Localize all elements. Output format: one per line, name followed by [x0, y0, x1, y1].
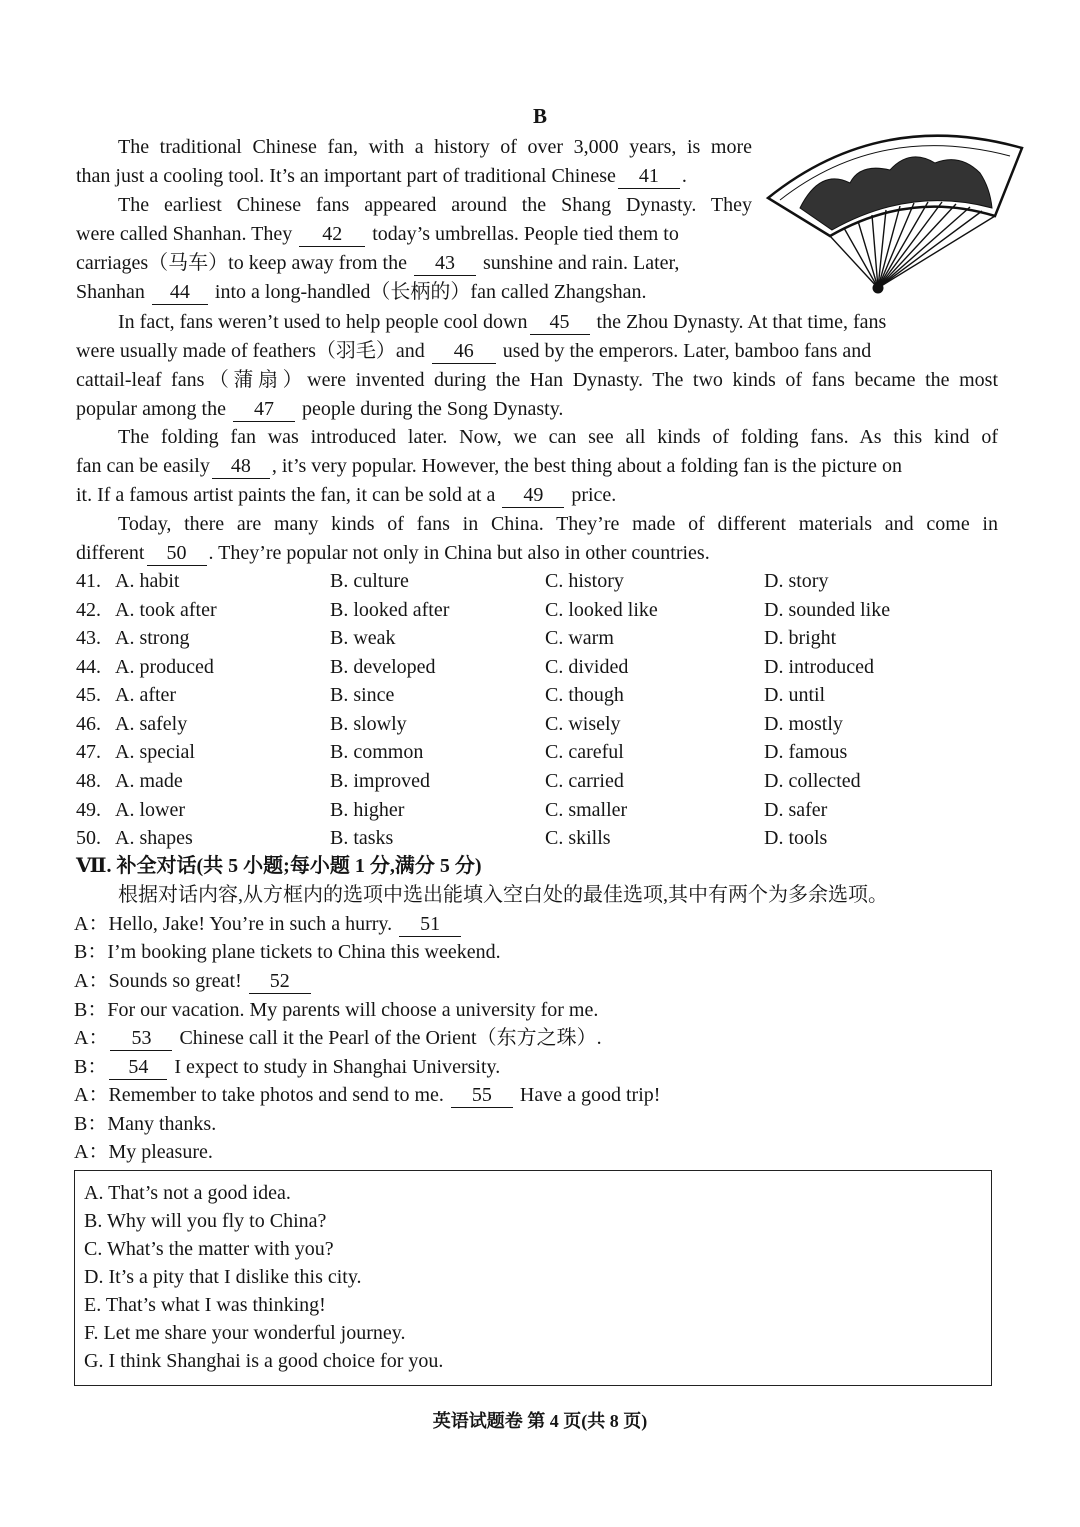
option-row: 48. A. made B. improved C. carried D. collected [76, 767, 996, 795]
section-7-instruction: 根据对话内容,从方框内的选项中选出能填入空白处的最佳选项,其中有两个为多余选项。 [118, 884, 888, 906]
option-b[interactable]: B. higher [330, 799, 405, 821]
option-row: 42. A. took after B. looked after C. looked like D. sounded like [76, 596, 996, 624]
option-c[interactable]: C. carried [545, 770, 624, 792]
blank-42[interactable]: 42 [299, 222, 365, 247]
option-d[interactable]: D. mostly [764, 713, 843, 735]
dialogue-line: B：I’m booking plane tickets to China this weekend. [74, 941, 501, 963]
option-d[interactable]: D. until [764, 684, 826, 706]
choice-item[interactable]: D. It’s a pity that I dislike this city. [84, 1266, 362, 1288]
dialogue-line: B：Many thanks. [74, 1113, 217, 1135]
option-c[interactable]: C. history [545, 570, 624, 592]
option-b[interactable]: B. developed [330, 656, 436, 678]
option-row: 44. A. produced B. developed C. divided D. introduced [76, 653, 996, 681]
option-b[interactable]: B. culture [330, 570, 409, 592]
option-c[interactable]: C. skills [545, 827, 611, 849]
option-b[interactable]: B. since [330, 684, 395, 706]
option-row: 43. A. strong B. weak C. warm D. bright [76, 624, 996, 652]
choice-item[interactable]: E. That’s what I was thinking! [84, 1294, 326, 1316]
passage-line: fan can be easily 48 , it’s very popular. However, the best thing about a folding fan is the picture on [76, 455, 902, 477]
option-a[interactable]: A. strong [115, 627, 190, 649]
passage-line: carriages（马车）to keep away from the 43 sunshine and rain. Later, [76, 252, 680, 274]
blank-49[interactable]: 49 [502, 483, 564, 508]
dialogue-line: A：Remember to take photos and send to me. 55 Have a good trip! [74, 1084, 661, 1106]
blank-44[interactable]: 44 [152, 280, 208, 305]
option-a[interactable]: A. made [115, 770, 183, 792]
option-c[interactable]: C. though [545, 684, 624, 706]
dialogue-line: B：For our vacation. My parents will choose a university for me. [74, 999, 599, 1021]
blank-54[interactable]: 54 [109, 1055, 167, 1080]
option-row: 49. A. lower B. higher C. smaller D. safer [76, 796, 996, 824]
blank-45[interactable]: 45 [530, 310, 590, 335]
option-d[interactable]: D. famous [764, 741, 848, 763]
option-row: 45. A. after B. since C. though D. until [76, 681, 996, 709]
blank-43[interactable]: 43 [414, 251, 476, 276]
option-d[interactable]: D. tools [764, 827, 828, 849]
choice-item[interactable]: F. Let me share your wonderful journey. [84, 1322, 406, 1344]
passage-line: The earliest Chinese fans appeared around the Shang Dynasty. They [118, 194, 752, 216]
option-d[interactable]: D. story [764, 570, 829, 592]
option-c[interactable]: C. wisely [545, 713, 621, 735]
dialogue-line: A：Sounds so great! 52 [74, 967, 313, 995]
option-d[interactable]: D. safer [764, 799, 828, 821]
passage-line: different 50 . They’re popular not only in China but also in other countries. [76, 542, 710, 564]
choice-item[interactable]: G. I think Shanghai is a good choice for you. [84, 1350, 444, 1372]
blank-52[interactable]: 52 [249, 969, 311, 994]
option-d[interactable]: D. bright [764, 627, 837, 649]
option-row: 47. A. special B. common C. careful D. famous [76, 738, 996, 766]
option-b[interactable]: B. improved [330, 770, 430, 792]
option-a[interactable]: A. safely [115, 713, 188, 735]
option-b[interactable]: B. common [330, 741, 424, 763]
passage-line: cattail-leaf fans（蒲扇）were invented during the Han Dynasty. The two kinds of fans became the most [76, 369, 998, 391]
page-footer: 英语试题卷 第 4 页(共 8 页) [432, 1411, 648, 1431]
blank-50[interactable]: 50 [147, 541, 207, 566]
option-b[interactable]: B. tasks [330, 827, 394, 849]
option-c[interactable]: C. smaller [545, 799, 628, 821]
option-c[interactable]: C. divided [545, 656, 629, 678]
blank-53[interactable]: 53 [110, 1026, 172, 1051]
option-a[interactable]: A. took after [115, 599, 217, 621]
option-d[interactable]: D. collected [764, 770, 861, 792]
option-a[interactable]: A. shapes [115, 827, 193, 849]
option-a[interactable]: A. lower [115, 799, 185, 821]
option-row: 41. A. habit B. culture C. history D. story [76, 567, 996, 595]
option-d[interactable]: D. sounded like [764, 599, 891, 621]
dialogue-line: A： 53 Chinese call it the Pearl of the Orient（东方之珠）. [74, 1027, 602, 1049]
choice-item[interactable]: B. Why will you fly to China? [84, 1210, 327, 1232]
passage-line: The traditional Chinese fan, with a history of over 3,000 years, is more [118, 136, 752, 158]
blank-51[interactable]: 51 [399, 912, 461, 937]
blank-41[interactable]: 41 [618, 164, 680, 189]
option-a[interactable]: A. produced [115, 656, 214, 678]
passage-line: than just a cooling tool. It’s an important part of traditional Chinese 41 . [76, 165, 687, 187]
option-a[interactable]: A. habit [115, 570, 180, 592]
option-b[interactable]: B. weak [330, 627, 396, 649]
option-c[interactable]: C. careful [545, 741, 624, 763]
passage-line: The folding fan was introduced later. Now, we can see all kinds of folding fans. As this kind of [118, 426, 998, 448]
option-c[interactable]: C. looked like [545, 599, 658, 621]
passage-line: popular among the 47 people during the Song Dynasty. [76, 398, 564, 420]
option-row: 46. A. safely B. slowly C. wisely D. mostly [76, 710, 996, 738]
section-7-heading: Ⅶ. 补全对话(共 5 小题;每小题 1 分,满分 5 分) [76, 855, 482, 877]
passage-line: were called Shanhan. They 42 today’s umbrellas. People tied them to [76, 223, 679, 245]
blank-48[interactable]: 48 [212, 454, 270, 479]
dialogue-line: A：My pleasure. [74, 1141, 213, 1163]
passage-line: it. If a famous artist paints the fan, it can be sold at a 49 price. [76, 484, 617, 506]
choice-item[interactable]: A. That’s not a good idea. [84, 1182, 291, 1204]
folding-fan-illustration [760, 128, 1030, 300]
passage-line: Shanhan 44 into a long-handled（长柄的）fan called Zhangshan. [76, 281, 647, 303]
section-title: B [532, 104, 547, 128]
blank-47[interactable]: 47 [233, 397, 295, 422]
option-a[interactable]: A. special [115, 741, 195, 763]
dialogue-line: A：Hello, Jake! You’re in such a hurry. 51 [74, 910, 463, 938]
option-c[interactable]: C. warm [545, 627, 614, 649]
option-d[interactable]: D. introduced [764, 656, 874, 678]
option-row: 50. A. shapes B. tasks C. skills D. tools [76, 824, 996, 852]
passage-line: In fact, fans weren’t used to help people cool down 45 the Zhou Dynasty. At that time, fans [118, 311, 887, 333]
passage-line: Today, there are many kinds of fans in China. They’re made of different materials and come in [118, 513, 998, 535]
blank-46[interactable]: 46 [432, 339, 496, 364]
option-b[interactable]: B. looked after [330, 599, 450, 621]
option-a[interactable]: A. after [115, 684, 177, 706]
dialogue-line: B： 54 I expect to study in Shanghai University. [74, 1056, 501, 1078]
blank-55[interactable]: 55 [451, 1083, 513, 1108]
passage-line: were usually made of feathers（羽毛）and 46 used by the emperors. Later, bamboo fans and [76, 340, 872, 362]
option-b[interactable]: B. slowly [330, 713, 407, 735]
choice-item[interactable]: C. What’s the matter with you? [84, 1238, 334, 1260]
